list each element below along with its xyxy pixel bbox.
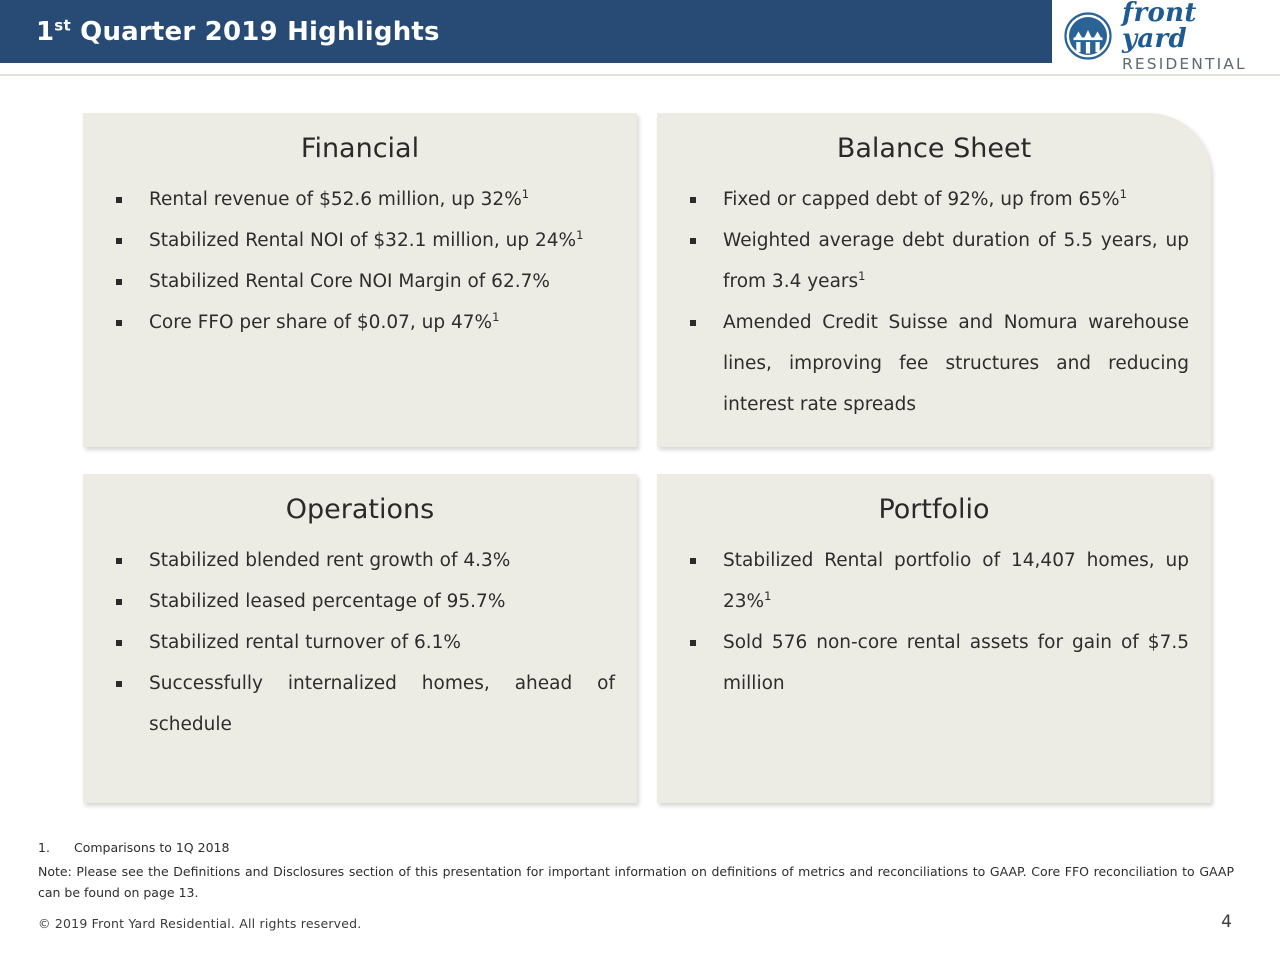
header-divider: [0, 74, 1280, 76]
list-item: [671, 220, 1189, 302]
highlights-row-2: [83, 474, 1211, 803]
list-item: [97, 581, 615, 622]
highlights-row-1: [83, 113, 1211, 447]
panel-operations: [83, 474, 637, 803]
bullet-text: Stabilized rental turnover of 6.1%: [149, 632, 461, 654]
panel-portfolio-bullets: [657, 540, 1211, 704]
fence-circle-logo-icon: [1064, 12, 1112, 60]
bullet-footnote-ref: 1: [858, 269, 866, 284]
panel-financial-bullets: [83, 179, 637, 343]
logo-subtitle: RESIDENTIAL: [1122, 54, 1247, 73]
panel-balance-sheet-bullets: [657, 179, 1211, 425]
panel-financial-title: Financial: [300, 133, 420, 164]
bullet-text: Amended Credit Suisse and Nomura warehouse lines, improving fee structures and reducing interest rate spreads: [723, 312, 1189, 416]
list-item: [97, 622, 615, 663]
bullet-footnote-ref: 1: [576, 228, 584, 243]
logo-word: front yard: [1122, 0, 1197, 54]
copyright-text: © 2019 Front Yard Residential. All rights reserved.: [38, 916, 362, 931]
list-item: [97, 302, 615, 343]
list-item: [671, 540, 1189, 622]
footnote-number: 1.: [38, 840, 50, 855]
list-item: [671, 302, 1189, 425]
bullet-text: Fixed or capped debt of 92%, up from 65%: [723, 189, 1120, 211]
panel-operations-bullets: [83, 540, 637, 745]
bullet-text: Sold 576 non-core rental assets for gain of $7.5 million: [723, 632, 1189, 695]
bullet-footnote-ref: 1: [1119, 187, 1127, 202]
panel-balance-sheet: [657, 113, 1211, 447]
bullet-text: Rental revenue of $52.6 million, up 32%: [149, 189, 522, 211]
bullet-text: Stabilized Rental portfolio of 14,407 homes, up 23%: [723, 550, 1189, 613]
highlights-grid: [83, 113, 1211, 803]
panel-operations-title: Operations: [285, 494, 435, 525]
bullet-footnote-ref: 1: [764, 589, 772, 604]
panel-portfolio: [657, 474, 1211, 803]
bullet-text: Successfully internalized homes, ahead of schedule: [149, 673, 615, 736]
bullet-text: Stabilized Rental Core NOI Margin of 62.7%: [149, 271, 550, 293]
footnotes-block: [38, 838, 1234, 903]
bullet-footnote-ref: 1: [492, 310, 500, 325]
page-title-prefix: 1: [36, 16, 55, 47]
panel-balance-sheet-title: Balance Sheet: [836, 133, 1032, 164]
panel-financial: [83, 113, 637, 447]
slide-header-bar: [0, 0, 1052, 63]
bullet-text: Core FFO per share of $0.07, up 47%: [149, 312, 493, 334]
footnote-text: Comparisons to 1Q 2018: [74, 840, 230, 855]
list-item: [97, 663, 615, 745]
list-item: [671, 179, 1189, 220]
bullet-footnote-ref: 1: [521, 187, 530, 202]
logo-wordmark: [1122, 0, 1264, 72]
list-item: [97, 540, 615, 581]
page-title-superscript: st: [54, 15, 71, 34]
footnote-note: Note: Please see the Definitions and Disclosures section of this presentation for important information on definitions of metrics and reconciliations to GAAP. Core FFO reconciliation to GAAP can be found on page 13.: [38, 864, 1234, 900]
page-title-rest: Quarter 2019 Highlights: [70, 16, 440, 47]
list-item: [97, 179, 615, 220]
panel-portfolio-title: Portfolio: [878, 494, 990, 525]
bullet-text: Stabilized blended rent growth of 4.3%: [149, 550, 511, 572]
bullet-text: Stabilized Rental NOI of $32.1 million, up 24%: [149, 230, 577, 252]
list-item: [97, 220, 615, 261]
brand-logo: [1064, 0, 1264, 73]
footnote-1: [38, 838, 1234, 858]
bullet-text: Stabilized leased percentage of 95.7%: [149, 591, 506, 613]
bullet-text: Weighted average debt duration of 5.5 years, up from 3.4 years: [723, 230, 1189, 293]
list-item: [671, 622, 1189, 704]
list-item: [97, 261, 615, 302]
page-number: 4: [1221, 912, 1232, 932]
page-title: [36, 17, 440, 47]
